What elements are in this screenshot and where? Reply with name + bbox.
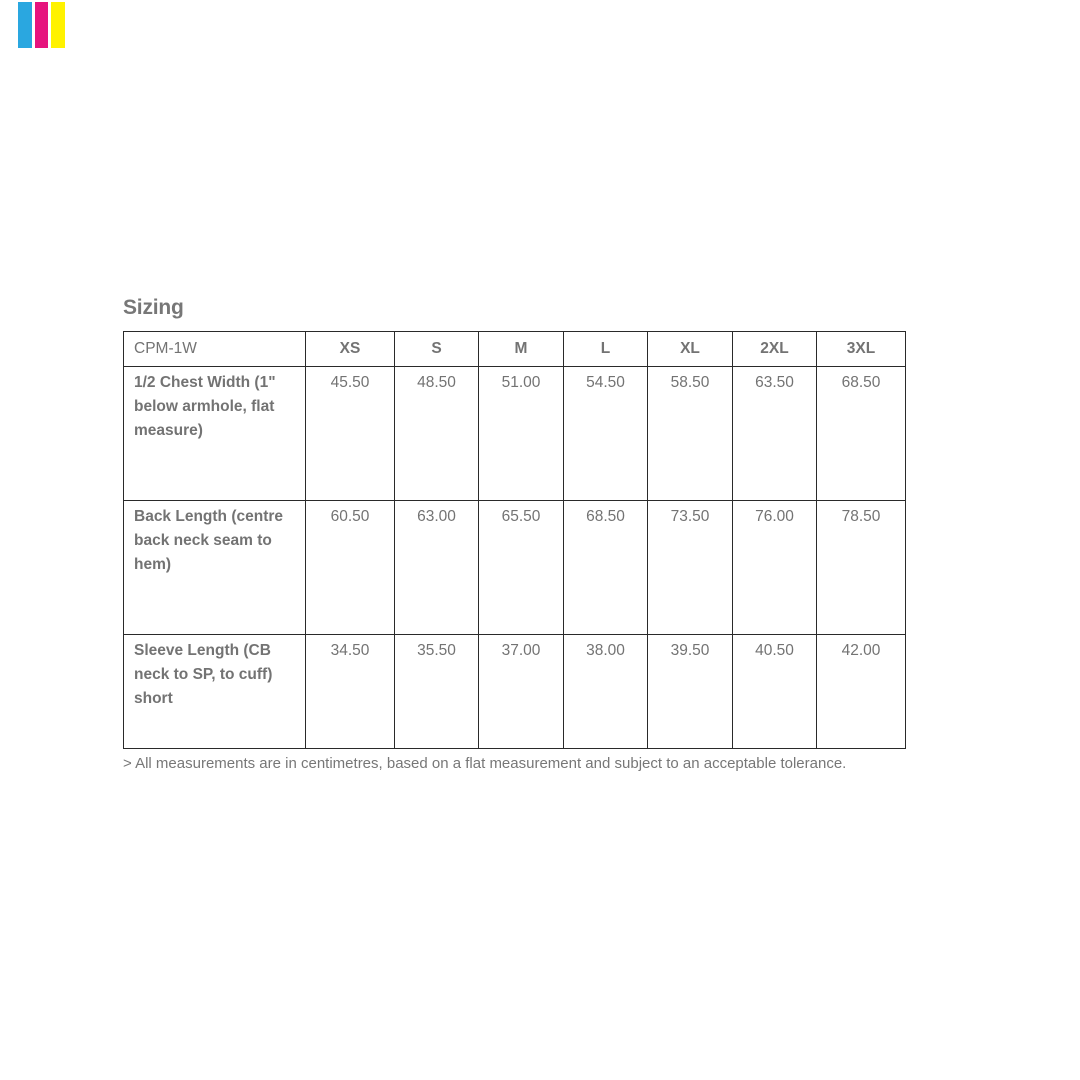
size-header: M [479, 332, 564, 367]
section-title: Sizing [123, 296, 184, 319]
brand-logo [18, 2, 65, 48]
size-header: XS [306, 332, 395, 367]
row-label: 1/2 Chest Width (1" below armhole, flat measure) [124, 367, 306, 501]
table-cell: 60.50 [306, 501, 395, 635]
model-code: CPM-1W [124, 332, 306, 367]
table-cell: 51.00 [479, 367, 564, 501]
table-cell: 38.00 [564, 635, 648, 749]
row-label: Back Length (centre back neck seam to hem) [124, 501, 306, 635]
table-cell: 63.00 [395, 501, 479, 635]
table-cell: 58.50 [648, 367, 733, 501]
table-cell: 65.50 [479, 501, 564, 635]
table-cell: 37.00 [479, 635, 564, 749]
table-cell: 40.50 [733, 635, 817, 749]
table-cell: 68.50 [817, 367, 906, 501]
table-cell: 73.50 [648, 501, 733, 635]
size-header: S [395, 332, 479, 367]
size-header: XL [648, 332, 733, 367]
table-row [124, 501, 906, 635]
size-header: 3XL [817, 332, 906, 367]
table-cell: 78.50 [817, 501, 906, 635]
size-header: 2XL [733, 332, 817, 367]
size-header: L [564, 332, 648, 367]
table-header-row [124, 332, 906, 367]
table-cell: 35.50 [395, 635, 479, 749]
table-cell: 48.50 [395, 367, 479, 501]
table-cell: 76.00 [733, 501, 817, 635]
logo-bar-cyan [18, 2, 32, 48]
table-row [124, 635, 906, 749]
logo-bar-yellow [51, 2, 65, 48]
table-cell: 45.50 [306, 367, 395, 501]
table-cell: 68.50 [564, 501, 648, 635]
measurement-note: > All measurements are in centimetres, based on a flat measurement and subject to an acceptable tolerance. [123, 755, 847, 772]
table-cell: 39.50 [648, 635, 733, 749]
table-cell: 42.00 [817, 635, 906, 749]
table-cell: 34.50 [306, 635, 395, 749]
logo-bar-magenta [35, 2, 49, 48]
table-cell: 54.50 [564, 367, 648, 501]
sizing-table [123, 331, 906, 749]
row-label: Sleeve Length (CB neck to SP, to cuff) short [124, 635, 306, 749]
table-row [124, 367, 906, 501]
table-cell: 63.50 [733, 367, 817, 501]
